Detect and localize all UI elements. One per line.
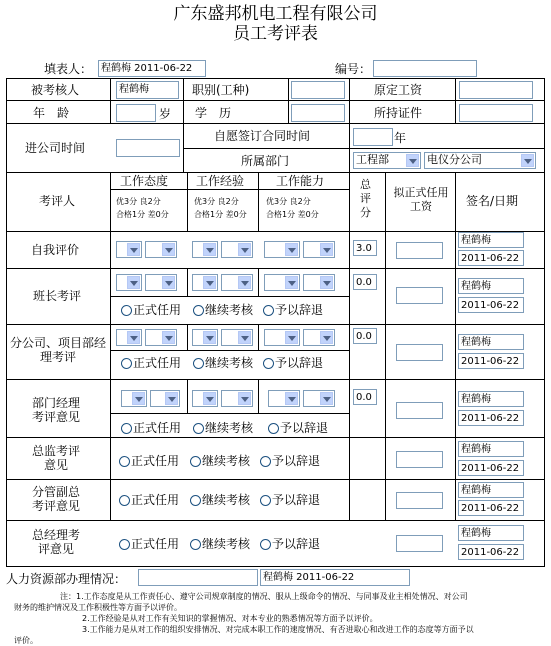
experience-scale-1: 优3分 良2分: [194, 197, 239, 206]
department-select[interactable]: 工程部: [353, 152, 421, 169]
row-director: 总监考评意见: [31, 444, 80, 472]
total-score-header: 总评分: [360, 178, 371, 219]
contract-label: 自愿签订合同时间: [214, 129, 311, 143]
contract-unit: 年: [394, 131, 407, 145]
hr-field[interactable]: [138, 569, 258, 586]
self-experience-select-2[interactable]: [221, 241, 253, 258]
filler-label: 填表人：: [44, 62, 93, 76]
contract-field[interactable]: [353, 128, 393, 146]
ability-header: 工作能力: [276, 174, 325, 188]
position-field[interactable]: [291, 81, 345, 99]
dept-ability-select-1[interactable]: [268, 390, 300, 407]
note-line-5: 评价。: [14, 636, 38, 645]
vp-sign-name[interactable]: 程鹤梅: [458, 482, 524, 498]
proposed-salary-header: 拟正式任用工资: [393, 186, 449, 213]
age-unit: 岁: [159, 107, 172, 121]
vp-radio-formal[interactable]: [119, 495, 130, 506]
gm-radio-continue[interactable]: [190, 539, 201, 550]
note-line-4: 3.工作能力是从对工作的组织安排情况、对完成本职工作的速度情况、有否进取心和改进工作的态度等方面予以: [82, 625, 474, 634]
branch-sign-date[interactable]: 2011-06-22: [458, 353, 524, 369]
branch-attitude-select-1[interactable]: [116, 329, 142, 346]
original-salary-label: 原定工资: [374, 83, 423, 97]
certificates-field[interactable]: [459, 104, 533, 122]
self-ability-select-1[interactable]: [264, 241, 300, 258]
dept-radio-dismiss[interactable]: [268, 423, 279, 434]
vp-radio-continue[interactable]: [190, 495, 201, 506]
dept-experience-select-1[interactable]: [192, 390, 218, 407]
row-general-manager: 总经理考评意见: [31, 528, 80, 556]
dept-attitude-select-2[interactable]: [150, 390, 180, 407]
team-attitude-select-2[interactable]: [145, 274, 177, 291]
self-sign-date[interactable]: 2011-06-22: [458, 250, 524, 266]
branch-total-score[interactable]: 0.0: [353, 328, 377, 344]
gm-sign-name[interactable]: 程鹤梅: [458, 525, 524, 541]
self-total-score[interactable]: 3.0: [353, 240, 377, 256]
age-label: 年 龄: [33, 106, 70, 120]
attitude-scale-2: 合格1分 差0分: [116, 210, 169, 219]
gm-salary-field[interactable]: [396, 535, 443, 552]
team-ability-select-1[interactable]: [264, 274, 300, 291]
join-time-label: 进公司时间: [25, 141, 86, 155]
attitude-scale-1: 优3分 良2分: [116, 197, 161, 206]
number-label: 编号：: [335, 62, 372, 76]
gm-sign-date[interactable]: 2011-06-22: [458, 544, 524, 560]
company-title: 广东盛邦机电工程有限公司: [173, 4, 378, 24]
dept-radio-formal[interactable]: [121, 423, 132, 434]
dept-ability-select-2[interactable]: [303, 390, 335, 407]
gm-radio-formal[interactable]: [119, 539, 130, 550]
dept-radio-continue[interactable]: [193, 423, 204, 434]
ability-scale-2: 合格1分 差0分: [266, 210, 319, 219]
sign-date-header: 签名/日期: [466, 194, 519, 208]
gm-radio-dismiss[interactable]: [260, 539, 271, 550]
team-ability-select-2[interactable]: [303, 274, 335, 291]
team-experience-select-1[interactable]: [192, 274, 218, 291]
self-sign-name[interactable]: 程鹤梅: [458, 232, 524, 248]
hr-label: 人力资源部办理情况：: [6, 572, 127, 586]
filler-field[interactable]: 程鹤梅 2011-06-22: [98, 60, 206, 77]
team-sign-name[interactable]: 程鹤梅: [458, 278, 524, 294]
vp-salary-field[interactable]: [396, 492, 443, 509]
self-salary-field[interactable]: [396, 242, 443, 259]
self-ability-select-2[interactable]: [303, 241, 335, 258]
director-salary-field[interactable]: [396, 451, 443, 468]
note-line-2: 财务的维护情况及工作积极性等方面予以评价。: [14, 603, 182, 612]
branch-experience-select-2[interactable]: [221, 329, 253, 346]
certificates-label: 所持证件: [374, 106, 423, 120]
team-salary-field[interactable]: [396, 287, 443, 304]
branch-attitude-select-2[interactable]: [145, 329, 177, 346]
assessee-field[interactable]: 程鹤梅: [116, 81, 179, 99]
vp-radio-dismiss[interactable]: [260, 495, 271, 506]
assessee-label: 被考核人: [31, 83, 80, 97]
branch-radio-dismiss[interactable]: [263, 358, 274, 369]
dept-sign-name[interactable]: 程鹤梅: [458, 391, 524, 407]
team-experience-select-2[interactable]: [221, 274, 253, 291]
team-radio-dismiss[interactable]: [263, 305, 274, 316]
director-radio-formal[interactable]: [119, 456, 130, 467]
row-dept-manager: 部门经理考评意见: [31, 396, 80, 424]
experience-header: 工作经验: [196, 174, 245, 188]
director-sign-name[interactable]: 程鹤梅: [458, 441, 524, 457]
director-sign-date[interactable]: 2011-06-22: [458, 460, 524, 476]
branch-experience-select-1[interactable]: [192, 329, 218, 346]
self-attitude-select-1[interactable]: [116, 241, 142, 258]
dept-attitude-select-1[interactable]: [121, 390, 147, 407]
branch-salary-field[interactable]: [396, 344, 443, 361]
vp-sign-date[interactable]: 2011-06-22: [458, 500, 524, 516]
director-radio-dismiss[interactable]: [260, 456, 271, 467]
row-vice-president: 分管副总考评意见: [31, 485, 80, 513]
dept-total-score[interactable]: 0.0: [353, 389, 377, 405]
branch-sign-name[interactable]: 程鹤梅: [458, 334, 524, 350]
self-experience-select-1[interactable]: [192, 241, 218, 258]
branch-ability-select-2[interactable]: [303, 329, 335, 346]
branch-radio-formal[interactable]: [121, 358, 132, 369]
position-label: 职别(工种): [192, 83, 250, 97]
team-radio-continue[interactable]: [193, 305, 204, 316]
education-field[interactable]: [291, 104, 345, 122]
attitude-header: 工作态度: [120, 174, 169, 188]
experience-scale-2: 合格1分 差0分: [194, 210, 247, 219]
director-radio-continue[interactable]: [190, 456, 201, 467]
join-time-field[interactable]: [116, 139, 180, 157]
hr-sign-field[interactable]: 程鹤梅 2011-06-22: [260, 569, 410, 586]
number-field[interactable]: [373, 60, 477, 77]
row-team-leader: 班长考评: [33, 289, 82, 303]
education-label: 学 历: [195, 106, 232, 120]
team-attitude-select-1[interactable]: [116, 274, 142, 291]
ability-scale-1: 优3分 良2分: [266, 197, 311, 206]
evaluator-header: 考评人: [39, 194, 76, 208]
original-salary-field[interactable]: [459, 81, 533, 99]
branch-ability-select-1[interactable]: [264, 329, 300, 346]
row-branch-manager: 分公司、项目部经理考评: [10, 336, 107, 364]
department-label: 所属部门: [241, 154, 290, 168]
dept-experience-select-2[interactable]: [221, 390, 253, 407]
dept-sign-date[interactable]: 2011-06-22: [458, 410, 524, 426]
team-sign-date[interactable]: 2011-06-22: [458, 297, 524, 313]
note-line-3: 2.工作经验是从对工作有关知识的掌握情况、对本专业的熟悉情况等方面予以评价。: [82, 614, 378, 623]
form-title: 员工考评表: [233, 24, 318, 44]
team-radio-formal[interactable]: [121, 305, 132, 316]
team-total-score[interactable]: 0.0: [353, 274, 377, 290]
age-field[interactable]: [116, 104, 156, 122]
note-line-1: 注：1.工作态度是从工作责任心、遵守公司规章制度的情况、服从上级命令的情况、与同事及业主相处情况、对公司: [60, 592, 468, 601]
self-attitude-select-2[interactable]: [145, 241, 177, 258]
branch-radio-continue[interactable]: [193, 358, 204, 369]
dept-salary-field[interactable]: [396, 402, 443, 419]
company-select[interactable]: 电仪分公司: [424, 152, 536, 169]
row-self: 自我评价: [31, 243, 80, 257]
